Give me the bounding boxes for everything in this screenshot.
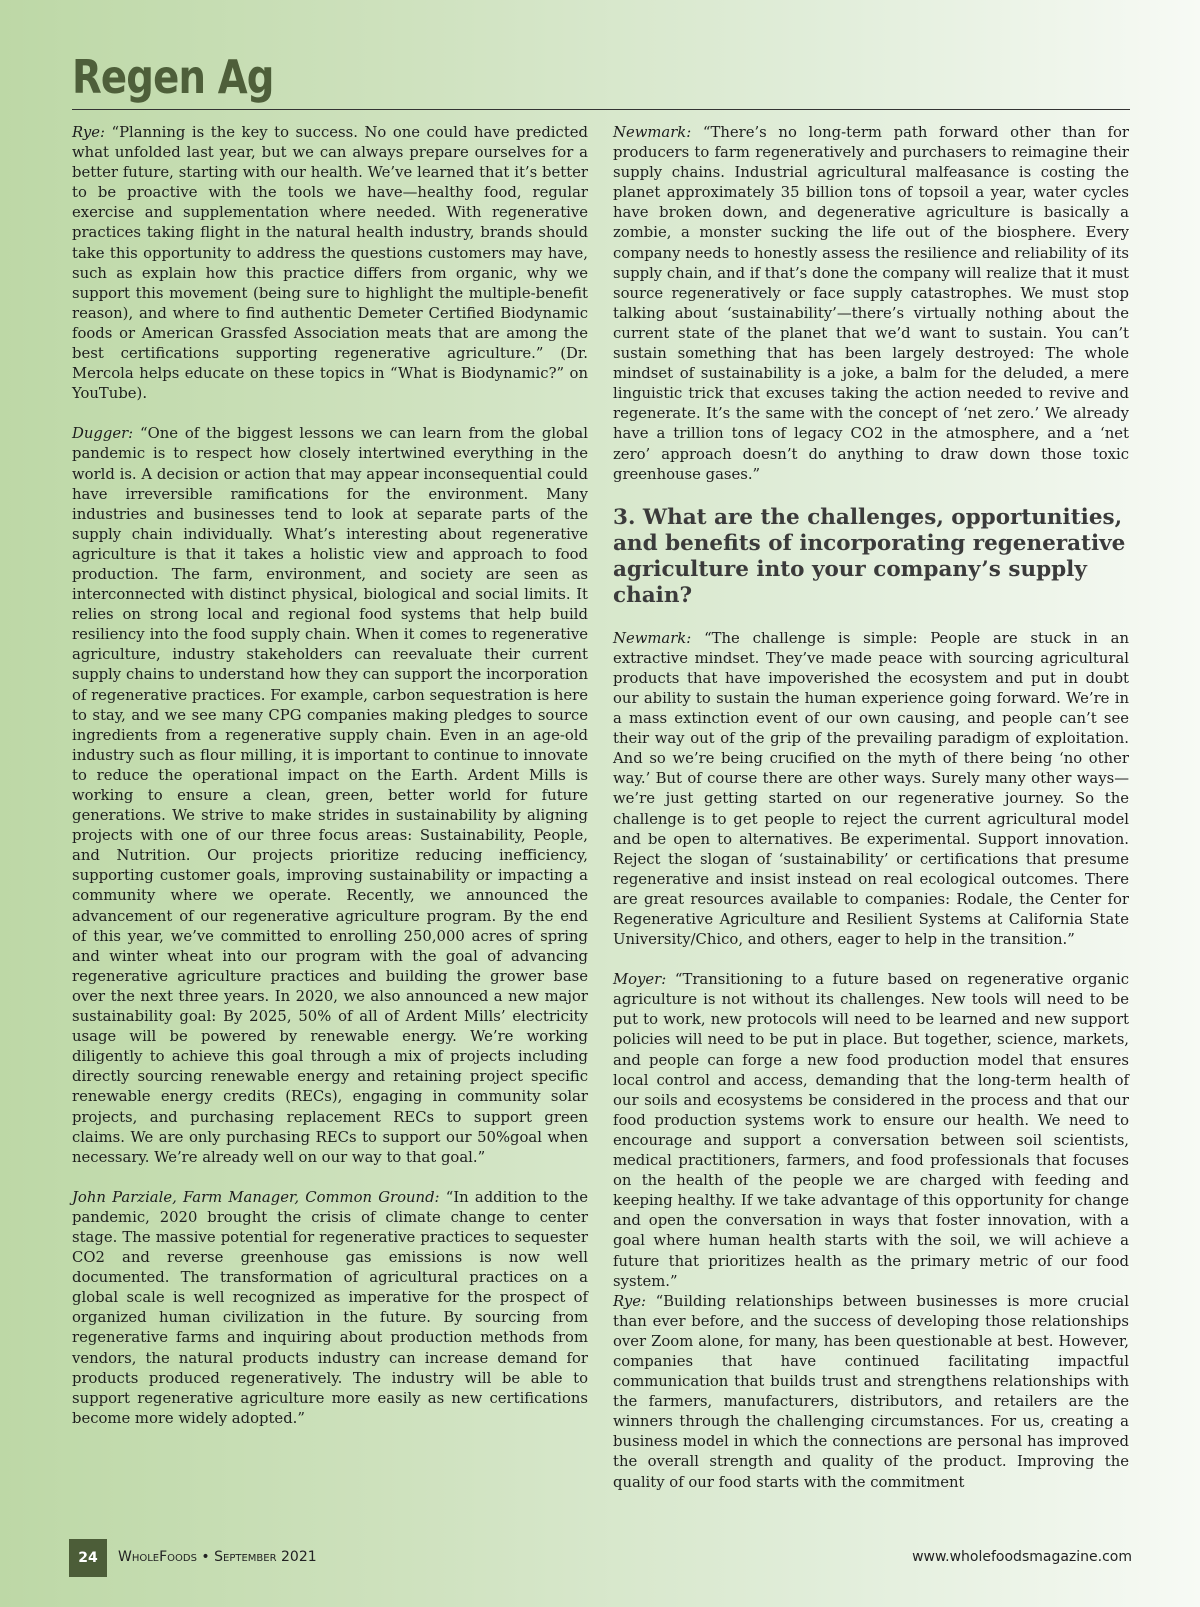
section-title: Regen Ag: [72, 50, 274, 104]
speaker-name: Rye:: [613, 1292, 646, 1310]
magazine-name: WholeFoods: [118, 1549, 197, 1565]
quote-paragraph: [613, 629, 1129, 951]
speaker-name: Newmark:: [613, 124, 692, 141]
quote-text: “One of the biggest lessons we can learn from the global pandemic is to respect how closely intertwined everything in the world is. A decision or action that may appear inconsequential could have irreversible ramifications for the environment. Many industries and businesses tend to look at separate parts of the supply chain individually. What’s interesting about regenerative agriculture is that it takes a holistic view and approach to food production. The farm, environment, and society are seen as interconnected with distinct physical, biological and social limits. It relies on strong local and regional food systems that help build resiliency into the food supply chain. When it comes to regenerative agriculture, industry stakeholders can reevaluate their current supply chains to understand how they can support the incorporation of regenerative practices. For example, carbon sequestration is here to stay, and we see many CPG companies making pledges to source ingredients from a regenerative supply chain. Even in an age-old industry such as flour milling, it is important to continue to innovate to reduce the operational impact on the Earth. Ardent Mills is working to ensure a clean, green, better world for future generations. We strive to make strides in sustainability by aligning projects with one of our three focus areas: Sustainability, People, and Nutrition. Our projects prioritize reducing inefficiency, supporting customer goals, improving sustainability or impacting a community where we operate. Recently, we announced the advancement of our regenerative agriculture program. By the end of this year, we’ve committed to enrolling 250,000 acres of spring and winter wheat into our program with the goal of advancing regenerative agriculture practices and building the grower base over the next three years. In 2020, we also announced a new major sustainability goal: By 2025, 50% of all of Ardent Mills’ electricity usage will be powered by renewable energy. We’re working diligently to achieve this goal through a mix of projects including directly sourcing renewable energy and retaining project specific renewable energy credits (RECs), engaging in community solar projects, and purchasing replacement RECs to support green claims. We are only purchasing RECs to support our 50%goal when necessary. We’re already well on our way to that goal.”: [72, 425, 588, 1166]
quote-text: “Building relationships between businesses is more crucial than ever before, and the success of developing those relationships over Zoom alone, for many, has been questionable at best. However, companies that have continued facilitating impactful communication that builds trust and strengthens relationships with the farmers, manufacturers, distributors, and retailers are the winners through the challenging circumstances. For us, creating a business model in which the connections are personal has improved the overall strength and quality of the product. Improving the quality of our food starts with the commitment: [613, 1292, 1129, 1491]
quote-text: “There’s no long-term path forward other than for producers to farm regeneratively and purchasers to reimagine their supply chains. Industrial agricultural malfeasance is costing the planet approximately 35 billion tons of topsoil a year, water cycles have broken down, and degenerative agriculture is basically a zombie, a monster sucking the life out of the biosphere. Every company needs to honestly assess the resilience and reliability of its supply chain, and if that’s done the company will realize that it must source regeneratively or face supply catastrophes. We must stop talking about ‘sustainability’—there’s virtually nothing about the current state of the planet that we’d want to sustain. You can’t sustain something that has been largely destroyed: The whole mindset of sustainability is a joke, a balm for the deluded, a mere linguistic trick that excuses taking the action needed to revive and regenerate. It’s the same with the concept of ‘net zero.’ We already have a trillion tons of legacy CO2 in the atmosphere, and a ‘net zero’ approach doesn’t do anything to draw down those toxic greenhouse gases.”: [613, 124, 1129, 483]
issue-date: September 2021: [214, 1549, 317, 1565]
quote-paragraph: [72, 123, 588, 404]
website-url[interactable]: www.wholefoodsmagazine.com: [912, 1549, 1132, 1565]
quote-paragraph: [72, 424, 588, 1167]
speaker-name: Rye:: [72, 124, 105, 141]
quote-text: “Planning is the key to success. No one could have predicted what unfolded last year, but we can always prepare ourselves for a better future, starting with our health. We’ve learned that it’s better to be proactive with the tools we have—healthy food, regular exercise and supplementation where needed. With regenerative practices taking flight in the natural health industry, brands should take this opportunity to address the questions customers may have, such as explain how this practice differs from organic, why we support this movement (being sure to highlight the multiple-benefit reason), and where to find authentic Demeter Certified Biodynamic foods or American Grassfed Association meats that are among the best certifications supporting regenerative agriculture.” (Dr. Mercola helps educate on these topics in “What is Biodynamic?” on YouTube).: [72, 124, 588, 403]
speaker-name: Moyer:: [613, 971, 667, 989]
quote-text: “In addition to the pandemic, 2020 brought the crisis of climate change to center stage. The massive potential for regenerative practices to sequester CO2 and reverse greenhouse gas emissions is now well documented. The transformation of agricultural practices on a global scale is well recognized as imperative for the prospect of organized human civilization in the future. By sourcing from regenerative farms and inquiring about production methods from vendors, the natural products industry can increase demand for products produced regeneratively. The industry will be able to support regenerative agriculture more easily as new certifications become more widely adopted.”: [72, 1188, 588, 1427]
page-number: 24: [69, 1539, 107, 1577]
quote-paragraph: [613, 123, 1129, 485]
question-heading: 3. What are the challenges, opportunities, and benefits of incorporating regenerative agriculture into your company’s supply chain?: [613, 504, 1126, 608]
speaker-name: Newmark:: [613, 629, 692, 647]
footer-separator: •: [196, 1549, 215, 1565]
speaker-name: Dugger:: [72, 425, 134, 443]
quote-text: “The challenge is simple: People are stuck in an extractive mindset. They’ve made peace with sourcing agricultural products that have impoverished the ecosystem and put in doubt our ability to sustain the human experience going forward. We’re in a mass extinction event of our own causing, and people can’t see their way out of the grip of the prevailing paradigm of exploitation. And so we’re being crucified on the myth of there being ‘no other way.’ But of course there are other ways. Surely many other ways—we’re just getting started on our regenerative journey. So the challenge is to get people to reject the current agricultural model and be open to alternatives. Be experimental. Support innovation. Reject the slogan of ‘sustainability’ or certifications that presume regenerative and insist instead on real ecological outcomes. There are great resources available to companies: Rodale, the Center for Regenerative Agriculture and Resilient Systems at California State University/Chico, and others, eager to help in the transition.”: [613, 629, 1129, 949]
speaker-name: John Parziale, Farm Manager, Common Ground:: [72, 1188, 440, 1206]
quote-text: “Transitioning to a future based on regenerative organic agriculture is not without its challenges. New tools will need to be put to work, new protocols will need to be learned and new support policies will need to be put in place. But together, science, markets, and people can forge a new food production model that ensures local control and access, demanding that the long-term health of our soils and ecosystems be considered in the process and that our food production systems work to ensure our health. We need to encourage and support a conversation between soil scientists, medical practitioners, farmers, and food professionals that focuses on the health of the people we are charged with feeding and keeping healthy. If we take advantage of this opportunity for change and open the conversation in ways that foster innovation, with a goal where human health starts with the soil, we will achieve a future that prioritizes health as the primary metric of our food system.”: [613, 971, 1129, 1290]
quote-paragraph: [613, 970, 1129, 1292]
right-column: [613, 123, 1129, 1493]
publication-info: [118, 1549, 317, 1565]
header-rule: [72, 109, 1130, 110]
quote-paragraph: [613, 1292, 1129, 1493]
quote-paragraph: [72, 1188, 588, 1429]
left-column: [72, 123, 588, 1449]
